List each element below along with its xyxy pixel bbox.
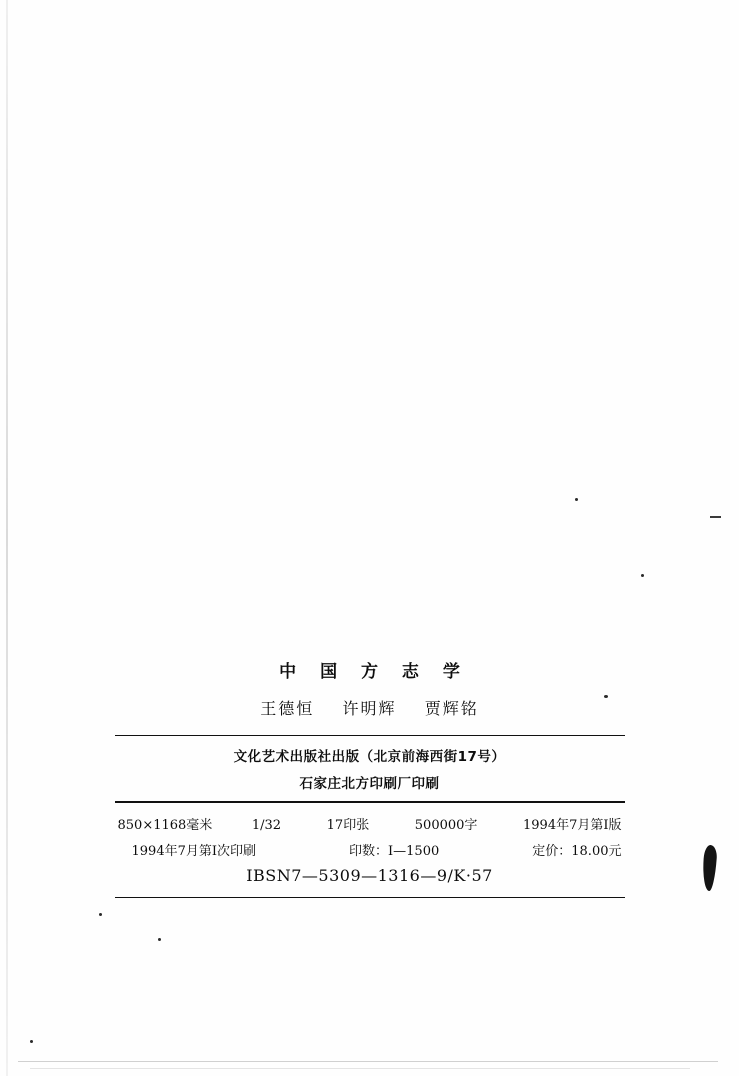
scan-edge-bottom (18, 1061, 718, 1062)
scan-edge-bottom-secondary (30, 1068, 690, 1069)
divider-middle (115, 801, 625, 803)
scan-speck (99, 913, 102, 916)
publisher-line: 文化艺术出版社出版（北京前海西街17号） (233, 749, 506, 766)
spec-format: 850×1168毫米 (117, 818, 213, 834)
spec-price: 定价：18.00元 (532, 844, 622, 860)
spec-impression: 1994年7月第Ⅰ次印刷 (131, 844, 256, 860)
spec-fold: 1/32 (251, 818, 282, 834)
scan-edge-tick (710, 516, 721, 518)
scan-speck (575, 498, 578, 501)
spec-wordcount: 500000字 (414, 818, 478, 834)
scan-speck (158, 938, 161, 941)
author-2: 许明辉 (342, 699, 397, 719)
isbn-line: IBSN7—5309—1316—9/K·57 (246, 866, 493, 886)
divider-bottom (115, 897, 625, 898)
scan-speck (30, 1040, 33, 1043)
spec-print-run: 印数：Ⅰ—1500 (349, 844, 440, 860)
spec-sheets: 17印张 (326, 818, 370, 834)
publication-specs (90, 814, 650, 859)
author-3: 贾辉铭 (424, 699, 479, 719)
divider-top (115, 735, 625, 736)
scan-edge-left (6, 0, 8, 1076)
spec-row (90, 814, 650, 833)
book-title: 中 国 方 志 学 (279, 662, 469, 682)
spec-edition: 1994年7月第Ⅰ版 (523, 818, 622, 834)
printer-line: 石家庄北方印刷厂印刷 (299, 776, 440, 793)
author-1: 王德恒 (260, 699, 315, 719)
scan-speck (641, 574, 644, 577)
colophon-block (0, 662, 739, 898)
spec-row (90, 840, 650, 859)
author-list (0, 696, 739, 719)
